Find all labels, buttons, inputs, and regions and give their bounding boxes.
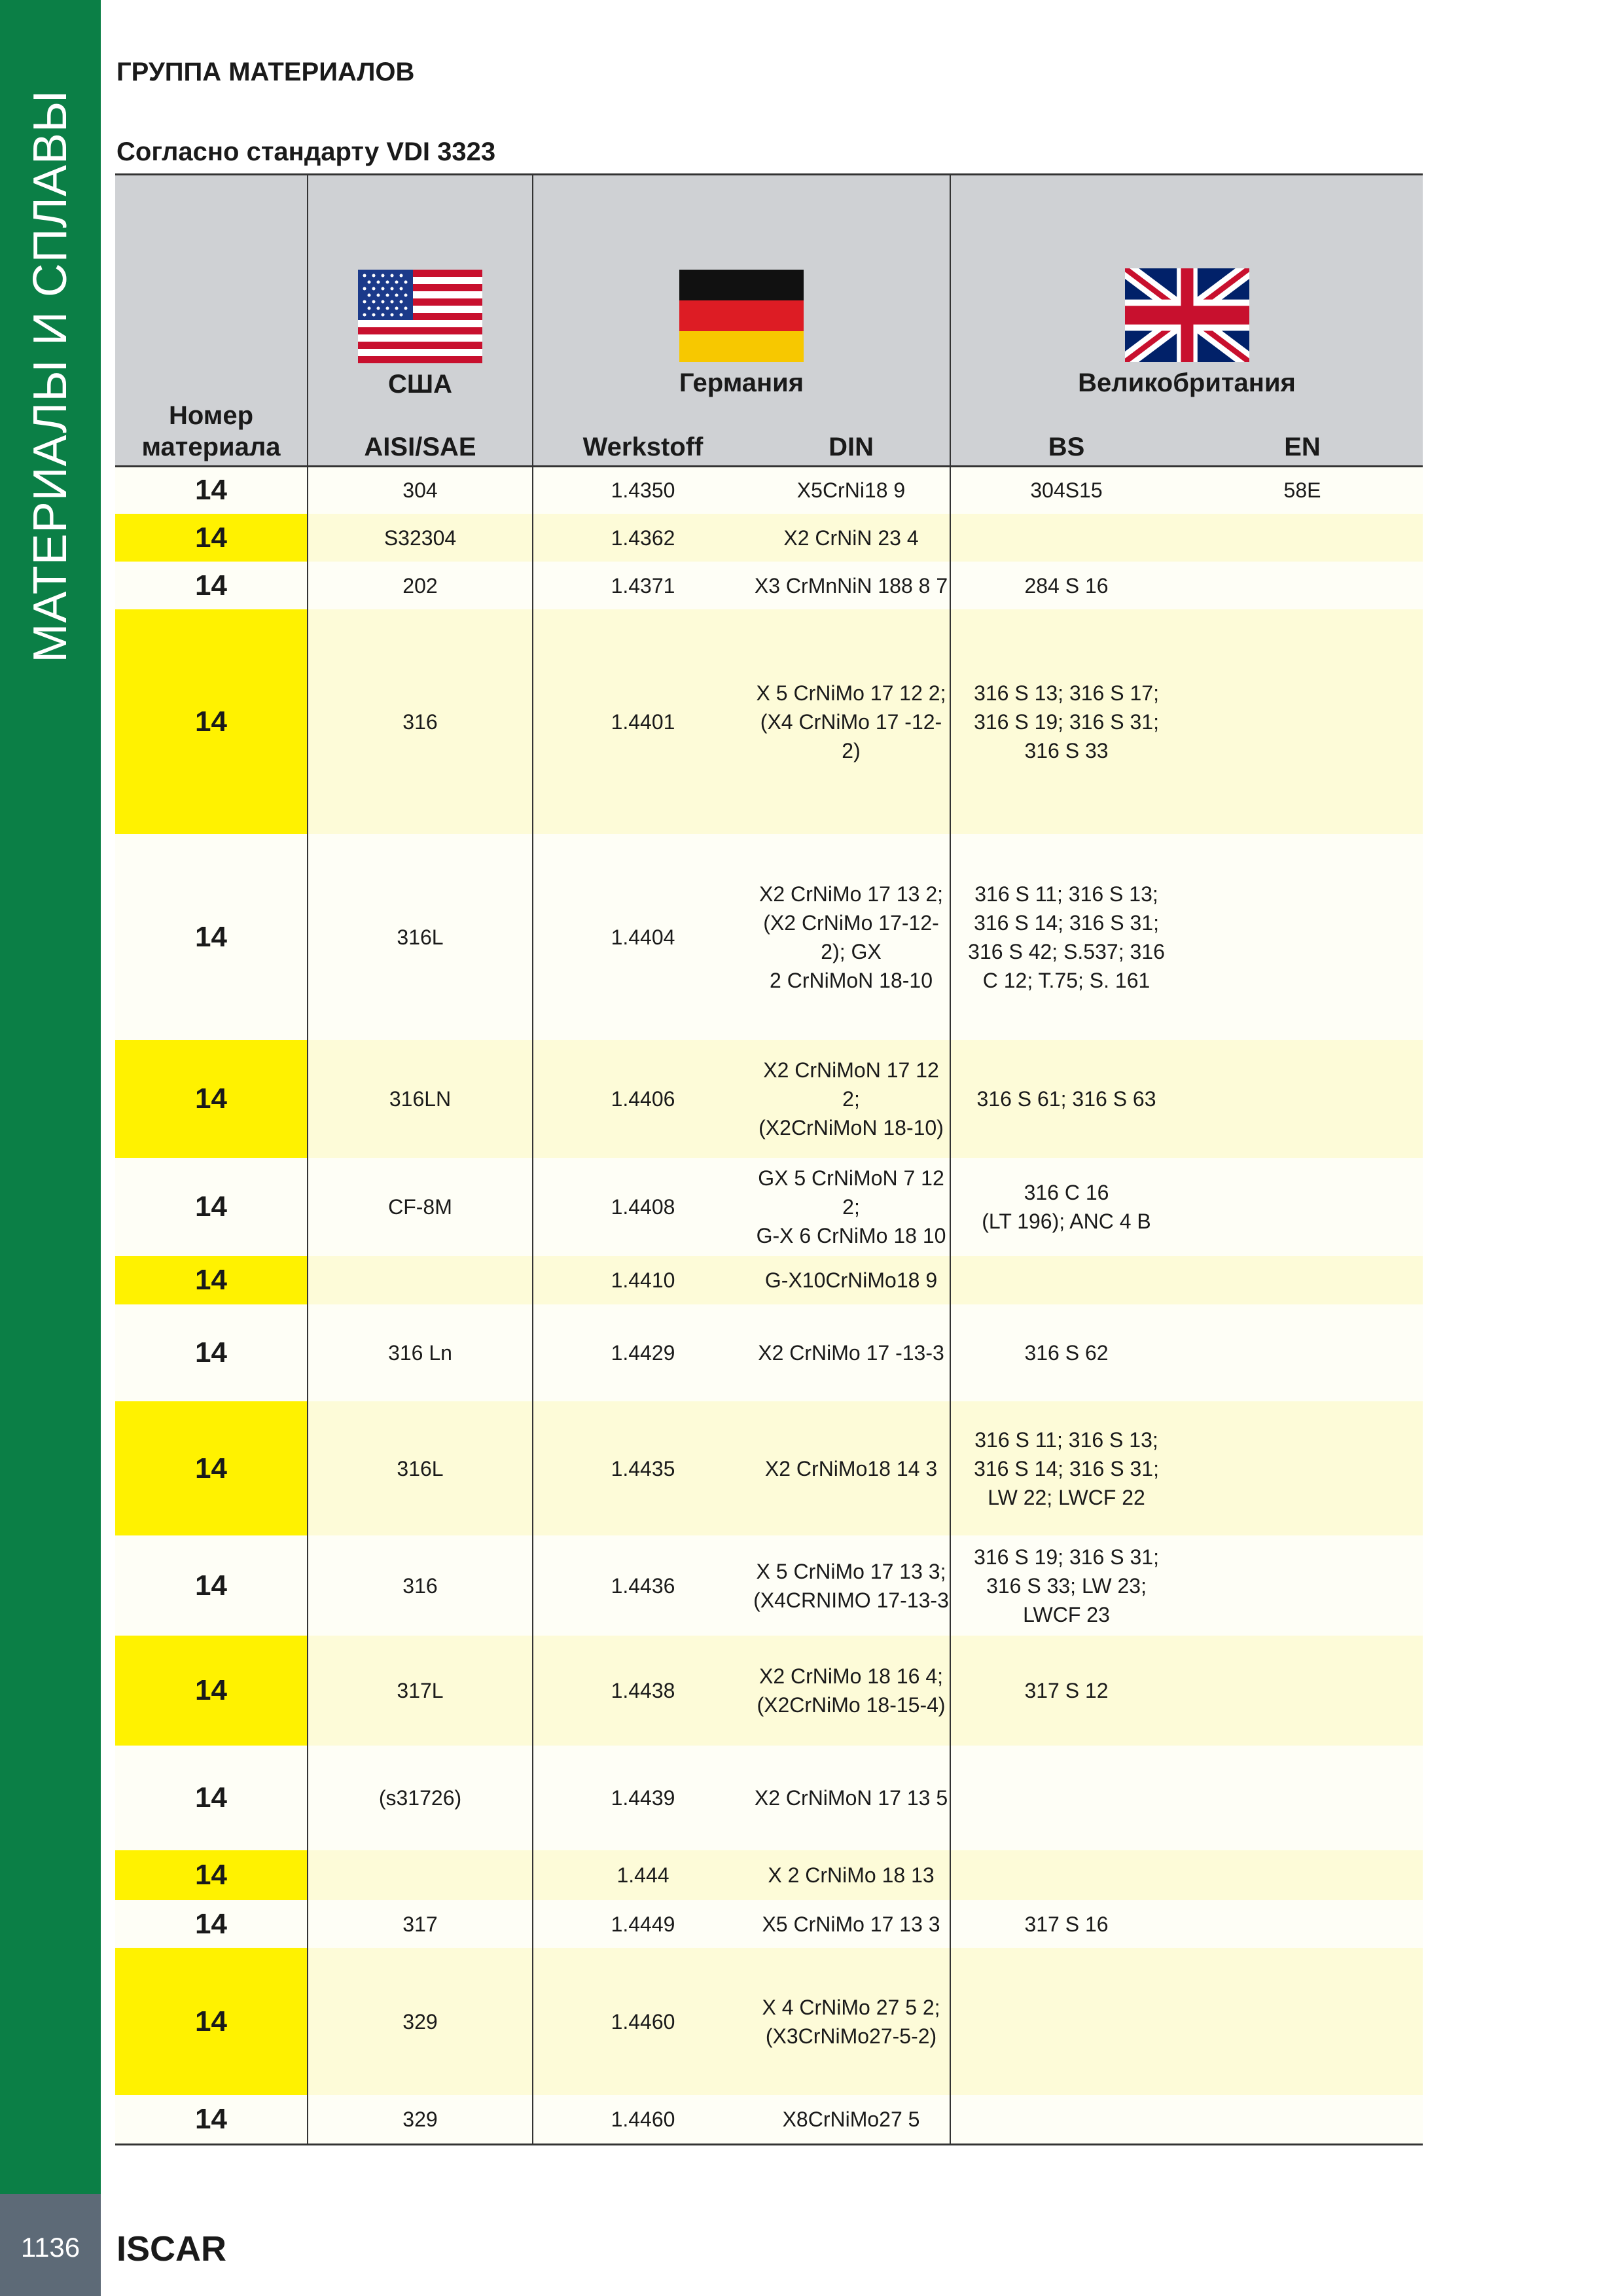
din-cell: X2 CrNiMoN 17 12 2; (X2CrNiMoN 18-10) bbox=[753, 1040, 950, 1158]
din-cell: G-X10CrNiMo18 9 bbox=[753, 1256, 950, 1304]
bs-cell: 316 C 16 (LT 196); ANC 4 B bbox=[950, 1158, 1182, 1256]
bs-cell bbox=[950, 2095, 1182, 2144]
werkstoff-cell: 1.4404 bbox=[533, 834, 753, 1040]
table-row bbox=[115, 834, 1423, 1040]
werkstoff-cell: 1.4449 bbox=[533, 1900, 753, 1948]
bs-cell: 317 S 16 bbox=[950, 1900, 1182, 1948]
group-title: ГРУППА МАТЕРИАЛОВ bbox=[116, 58, 415, 86]
page-number: 1136 bbox=[20, 2232, 80, 2263]
bs-cell: 316 S 62 bbox=[950, 1304, 1182, 1401]
bs-cell: 316 S 11; 316 S 13; 316 S 14; 316 S 31; LW 22; LWCF 22 bbox=[950, 1401, 1182, 1535]
werkstoff-cell: 1.4460 bbox=[533, 1948, 753, 2095]
material-number-cell: 14 bbox=[115, 1636, 308, 1746]
material-number-cell: 14 bbox=[115, 1401, 308, 1535]
werkstoff-cell: 1.4350 bbox=[533, 466, 753, 514]
aisi-cell: 316 bbox=[308, 1535, 533, 1636]
material-number-cell: 14 bbox=[115, 609, 308, 834]
werkstoff-cell: 1.4435 bbox=[533, 1401, 753, 1535]
en-cell bbox=[1182, 609, 1423, 834]
din-cell: X5CrNi18 9 bbox=[753, 466, 950, 514]
din-cell: X5 CrNiMo 17 13 3 bbox=[753, 1900, 950, 1948]
en-cell bbox=[1182, 1850, 1423, 1900]
din-cell: X2 CrNiMo 17 13 2; (X2 CrNiMo 17-12-2); GX 2 CrNiMoN 18-10 bbox=[753, 834, 950, 1040]
usa-header bbox=[308, 175, 533, 404]
werkstoff-cell: 1.4429 bbox=[533, 1304, 753, 1401]
din-cell: X2 CrNiMoN 17 13 5 bbox=[753, 1746, 950, 1850]
table-body bbox=[115, 466, 1423, 2144]
germany-header bbox=[533, 175, 950, 404]
aisi-cell bbox=[308, 1850, 533, 1900]
table-row bbox=[115, 514, 1423, 562]
material-number-cell: 14 bbox=[115, 1900, 308, 1948]
aisi-cell: 317L bbox=[308, 1636, 533, 1746]
bs-cell: 316 S 11; 316 S 13; 316 S 14; 316 S 31; 316 S 42; S.537; 316 C 12; T.75; S. 161 bbox=[950, 834, 1182, 1040]
aisi-cell: 329 bbox=[308, 1948, 533, 2095]
din-cell: X2 CrNiMo 17 -13-3 bbox=[753, 1304, 950, 1401]
din-cell: X 5 CrNiMo 17 12 2; (X4 CrNiMo 17 -12-2) bbox=[753, 609, 950, 834]
werkstoff-cell: 1.4439 bbox=[533, 1746, 753, 1850]
sidebar bbox=[0, 0, 101, 2194]
table-row bbox=[115, 1158, 1423, 1256]
en-cell bbox=[1182, 1040, 1423, 1158]
aisi-cell: S32304 bbox=[308, 514, 533, 562]
col-aisi-header: AISI/SAE bbox=[308, 404, 533, 467]
table-row bbox=[115, 1304, 1423, 1401]
bs-cell bbox=[950, 1256, 1182, 1304]
uk-flag-icon bbox=[1125, 268, 1249, 362]
bs-cell: 316 S 13; 316 S 17; 316 S 19; 316 S 31; 316 S 33 bbox=[950, 609, 1182, 834]
en-cell bbox=[1182, 1948, 1423, 2095]
material-number-cell: 14 bbox=[115, 1850, 308, 1900]
en-cell bbox=[1182, 1900, 1423, 1948]
en-cell bbox=[1182, 1304, 1423, 1401]
brand-logo: ISCAR bbox=[116, 2229, 227, 2269]
bs-cell: 317 S 12 bbox=[950, 1636, 1182, 1746]
table-row bbox=[115, 1746, 1423, 1850]
din-cell: GX 5 CrNiMoN 7 12 2; G-X 6 CrNiMo 18 10 bbox=[753, 1158, 950, 1256]
werkstoff-cell: 1.4362 bbox=[533, 514, 753, 562]
aisi-cell bbox=[308, 1256, 533, 1304]
din-cell: X2 CrNiN 23 4 bbox=[753, 514, 950, 562]
bs-cell bbox=[950, 514, 1182, 562]
din-cell: X8CrNiMo27 5 bbox=[753, 2095, 950, 2144]
aisi-cell: 304 bbox=[308, 466, 533, 514]
material-number-cell: 14 bbox=[115, 562, 308, 609]
aisi-cell: (s31726) bbox=[308, 1746, 533, 1850]
material-number-cell: 14 bbox=[115, 834, 308, 1040]
material-number-cell: 14 bbox=[115, 1535, 308, 1636]
material-number-cell: 14 bbox=[115, 2095, 308, 2144]
uk-header bbox=[950, 175, 1423, 404]
aisi-cell: 316L bbox=[308, 1401, 533, 1535]
en-cell bbox=[1182, 514, 1423, 562]
table-row bbox=[115, 1040, 1423, 1158]
din-cell: X2 CrNiMo 18 16 4; (X2CrNiMo 18-15-4) bbox=[753, 1636, 950, 1746]
material-number-cell: 14 bbox=[115, 1746, 308, 1850]
table-row bbox=[115, 1850, 1423, 1900]
table-row bbox=[115, 466, 1423, 514]
din-cell: X 5 CrNiMo 17 13 3; (X4CRNIMO 17-13-3 bbox=[753, 1535, 950, 1636]
werkstoff-cell: 1.4410 bbox=[533, 1256, 753, 1304]
bs-cell bbox=[950, 1850, 1182, 1900]
aisi-cell: 202 bbox=[308, 562, 533, 609]
table-row bbox=[115, 1256, 1423, 1304]
germany-flag-icon bbox=[679, 270, 804, 362]
material-number-cell: 14 bbox=[115, 466, 308, 514]
din-cell: X 4 CrNiMo 27 5 2; (X3CrNiMo27-5-2) bbox=[753, 1948, 950, 2095]
werkstoff-cell: 1.4406 bbox=[533, 1040, 753, 1158]
material-number-cell: 14 bbox=[115, 514, 308, 562]
werkstoff-cell: 1.4401 bbox=[533, 609, 753, 834]
en-cell bbox=[1182, 1256, 1423, 1304]
col-number-header: Номер материала bbox=[115, 175, 308, 467]
aisi-cell: 329 bbox=[308, 2095, 533, 2144]
werkstoff-cell: 1.4408 bbox=[533, 1158, 753, 1256]
col-bs-header: BS bbox=[950, 404, 1182, 467]
table-row bbox=[115, 1401, 1423, 1535]
country-uk: Великобритания bbox=[1078, 368, 1296, 397]
col-din-header: DIN bbox=[753, 404, 950, 467]
en-cell bbox=[1182, 1746, 1423, 1850]
werkstoff-cell: 1.444 bbox=[533, 1850, 753, 1900]
country-usa: США bbox=[388, 369, 452, 399]
table-row bbox=[115, 2095, 1423, 2144]
table-row bbox=[115, 1900, 1423, 1948]
bs-cell: 304S15 bbox=[950, 466, 1182, 514]
table-row bbox=[115, 562, 1423, 609]
bs-cell: 284 S 16 bbox=[950, 562, 1182, 609]
werkstoff-cell: 1.4436 bbox=[533, 1535, 753, 1636]
aisi-cell: CF-8M bbox=[308, 1158, 533, 1256]
en-cell bbox=[1182, 1158, 1423, 1256]
werkstoff-cell: 1.4460 bbox=[533, 2095, 753, 2144]
werkstoff-cell: 1.4371 bbox=[533, 562, 753, 609]
col-werkstoff-header: Werkstoff bbox=[533, 404, 753, 467]
en-cell bbox=[1182, 562, 1423, 609]
material-number-cell: 14 bbox=[115, 1158, 308, 1256]
din-cell: X 2 CrNiMo 18 13 bbox=[753, 1850, 950, 1900]
aisi-cell: 316L bbox=[308, 834, 533, 1040]
en-cell bbox=[1182, 1636, 1423, 1746]
materials-table bbox=[115, 173, 1423, 2145]
aisi-cell: 316 bbox=[308, 609, 533, 834]
col-en-header: EN bbox=[1182, 404, 1423, 467]
country-germany: Германия bbox=[679, 368, 804, 397]
material-number-cell: 14 bbox=[115, 1256, 308, 1304]
table-row bbox=[115, 1948, 1423, 2095]
table-row bbox=[115, 1535, 1423, 1636]
material-number-cell: 14 bbox=[115, 1040, 308, 1158]
section-title: МАТЕРИАЛЫ И СПЛАВЫ bbox=[24, 90, 77, 663]
din-cell: X3 CrMnNiN 188 8 7 bbox=[753, 562, 950, 609]
en-cell bbox=[1182, 1535, 1423, 1636]
aisi-cell: 316 Ln bbox=[308, 1304, 533, 1401]
aisi-cell: 316LN bbox=[308, 1040, 533, 1158]
en-cell bbox=[1182, 2095, 1423, 2144]
standard-title: Согласно стандарту VDI 3323 bbox=[116, 137, 496, 166]
table-row bbox=[115, 609, 1423, 834]
aisi-cell: 317 bbox=[308, 1900, 533, 1948]
usa-flag-icon bbox=[358, 270, 482, 363]
table-row bbox=[115, 1636, 1423, 1746]
en-cell bbox=[1182, 834, 1423, 1040]
material-number-cell: 14 bbox=[115, 1304, 308, 1401]
bs-cell: 316 S 19; 316 S 31; 316 S 33; LW 23; LWCF 23 bbox=[950, 1535, 1182, 1636]
din-cell: X2 CrNiMo18 14 3 bbox=[753, 1401, 950, 1535]
bs-cell bbox=[950, 1948, 1182, 2095]
en-cell bbox=[1182, 1401, 1423, 1535]
material-number-cell: 14 bbox=[115, 1948, 308, 2095]
bs-cell: 316 S 61; 316 S 63 bbox=[950, 1040, 1182, 1158]
en-cell: 58E bbox=[1182, 466, 1423, 514]
bs-cell bbox=[950, 1746, 1182, 1850]
werkstoff-cell: 1.4438 bbox=[533, 1636, 753, 1746]
